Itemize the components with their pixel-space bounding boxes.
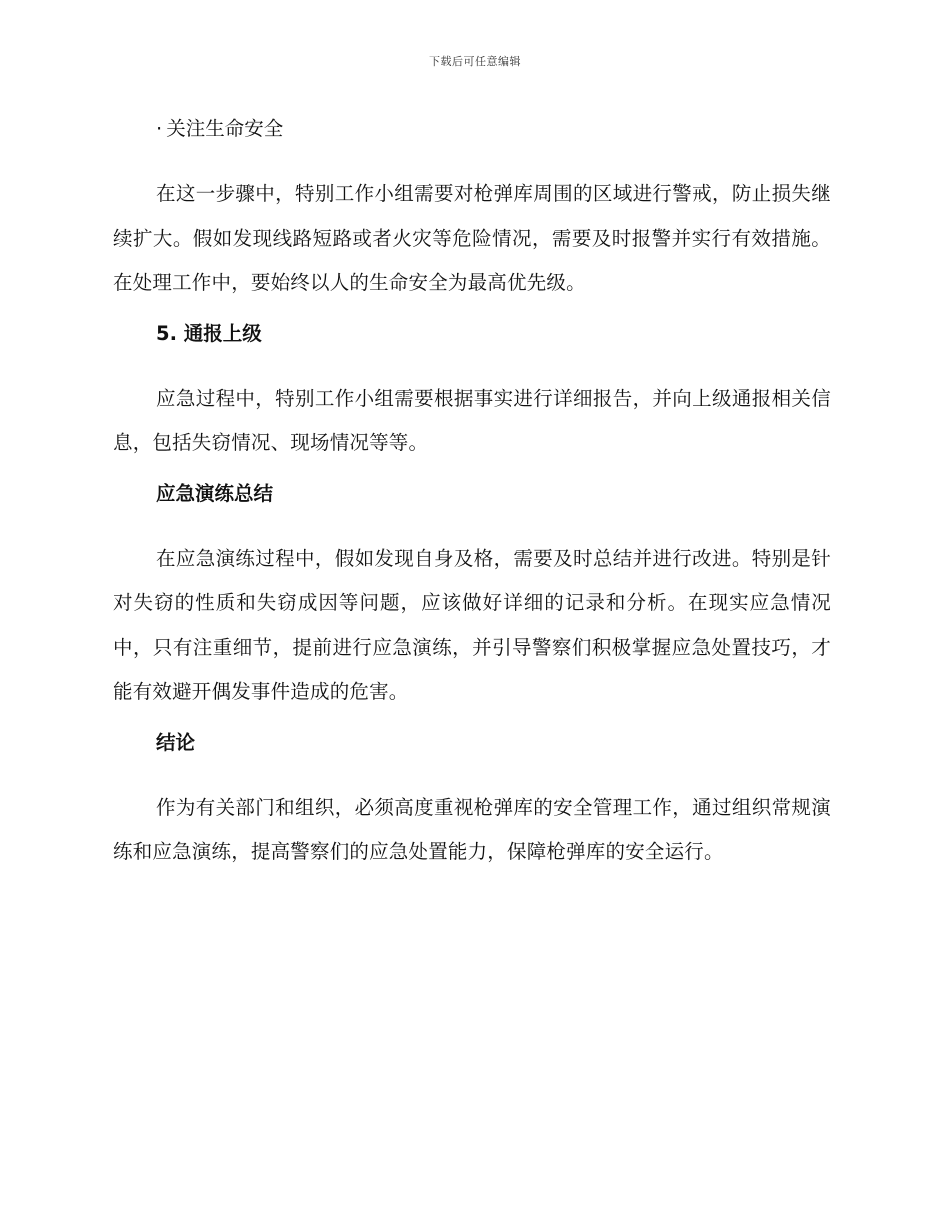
section-heading-text: 关注生命安全 xyxy=(166,117,284,140)
section-paragraph-drill-summary: 在应急演练过程中，假如发现自身及格，需要及时总结并进行改进。特别是针对失窃的性质和失窃成因等问题，应该做好详细的记录和分析。在现实应急情况中，只有注重细节，提前进行应急演练，并引导警察们积极掌握应急处置技巧，才能有效避开偶发事件造成的危害。 xyxy=(113,546,831,703)
page-header-note: 下载后可任意编辑 xyxy=(429,55,521,68)
section-paragraph-report-superior: 应急过程中，特别工作小组需要根据事实进行详细报告，并向上级通报相关信息，包括失窃情况、现场情况等等。 xyxy=(113,386,831,454)
section-heading-conclusion: 结论 xyxy=(156,730,196,754)
section-heading-drill-summary: 应急演练总结 xyxy=(156,481,274,505)
section-heading-life-safety xyxy=(113,114,831,144)
section-heading-report-superior: 5. 通报上级 xyxy=(156,321,262,345)
section-paragraph-conclusion: 作为有关部门和组织，必须高度重视枪弹库的安全管理工作，通过组织常规演练和应急演练，提高警察们的应急处置能力，保障枪弹库的安全运行。 xyxy=(113,795,831,863)
document-body xyxy=(113,114,831,875)
section-paragraph-life-safety: 在这一步骤中，特别工作小组需要对枪弹库周围的区域进行警戒，防止损失继续扩大。假如发现线路短路或者火灾等危险情况，需要及时报警并实行有效措施。在处理工作中，要始终以人的生命安全为最高优先级。 xyxy=(113,182,831,294)
bullet-mark: · xyxy=(156,117,163,140)
